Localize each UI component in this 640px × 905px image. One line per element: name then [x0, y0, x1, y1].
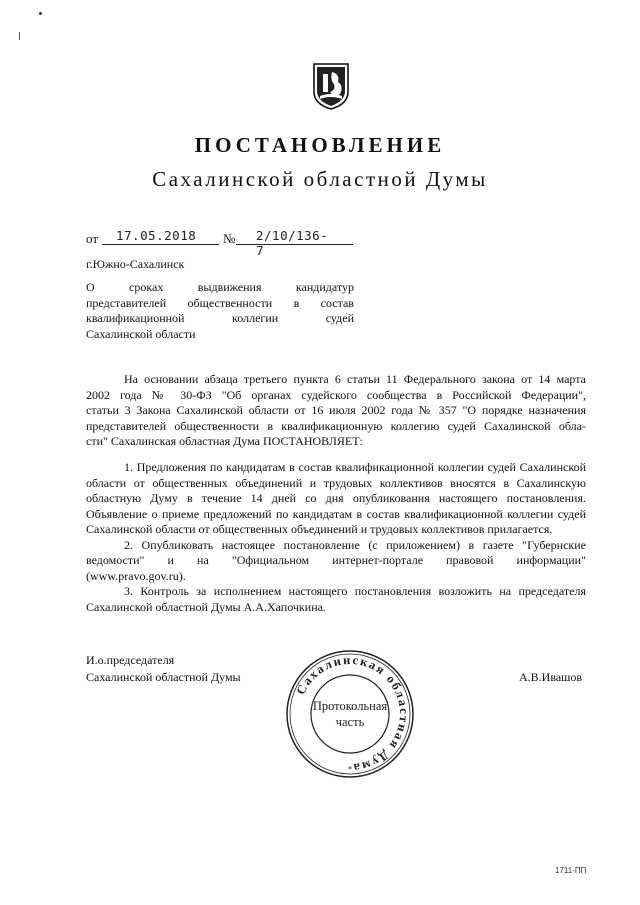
word: представителей [86, 295, 167, 310]
preamble-line: На основании абзаца третьего пункта 6 статьи 11 Федерального закона от 14 марта [124, 372, 586, 386]
coat-of-arms-emblem [312, 62, 350, 110]
word: общественности [187, 295, 273, 310]
decree-number: 2/10/136-7 [256, 228, 329, 258]
stamp-center-line1: Протокольная [312, 699, 388, 713]
word: ведомости" [86, 553, 145, 567]
official-stamp [284, 648, 416, 780]
preamble [86, 372, 586, 450]
number-underline [236, 244, 353, 245]
subject-line [86, 280, 354, 296]
signer-position-line: Сахалинской областной Думы [86, 670, 241, 684]
subject-line [86, 311, 354, 327]
clause-1: 1. Предложения по кандидатам в состав квалификационной коллегии судей Сахалинской области от общественных объединений и трудовых коллективов вносятся в Сахалинскую областную Думу в течение 14 дней со дня опубликования настоящего постановления. Объявление о приеме предложений по кандидатам в состав квалификационной коллегии судей Сахалинской области от общественных объединений и трудовых коллективов прилагается. [86, 460, 586, 536]
signer-position [86, 652, 241, 686]
word: квалификационной [86, 311, 185, 325]
word: интернет-портале [332, 553, 424, 567]
word: О [86, 280, 95, 294]
signer-position-line: И.о.председателя [86, 653, 175, 667]
stamp-star-icon: * [348, 765, 352, 774]
word: сроках [129, 280, 164, 294]
decree-subject [86, 280, 354, 342]
clause-2-line: 2. Опубликовать настоящее постановление (с приложением) в газете "Губернские [124, 537, 586, 552]
preamble-line: представителей общественности в квалификационную коллегию судей Сахалинской обла- [86, 418, 586, 433]
from-label: от [86, 231, 99, 246]
subject-line: Сахалинской области [86, 326, 196, 341]
word: выдвижения [197, 280, 262, 294]
preamble-line: сти" Сахалинская областная Дума ПОСТАНОВЛЯЕТ: [86, 434, 363, 448]
word: правовой [446, 553, 494, 567]
word: и [167, 553, 174, 567]
clause-2-line: (www.pravo.gov.ru). [86, 568, 186, 583]
footer-code: 1711-ПП [555, 866, 587, 875]
clause-3: 3. Контроль за исполнением настоящего постановления возложить на председателя Сахалинской областной Думы А.А.Хапочкина. [86, 584, 586, 614]
city: г.Южно-Сахалинск [86, 257, 185, 271]
word: "Официальном [231, 553, 310, 567]
decree-date: 17.05.2018 [116, 228, 197, 243]
clauses [86, 460, 586, 615]
document-subtitle: Сахалинской областной Думы [152, 167, 488, 191]
number-label: № [223, 231, 236, 246]
stamp-center-line2: часть [335, 715, 365, 729]
word: в [293, 295, 300, 310]
preamble-line: 2002 года № 30-ФЗ "Об органах судейского сообщества в Российской Федерации", [86, 387, 586, 402]
scan-mark [19, 32, 22, 40]
document-title: ПОСТАНОВЛЕНИЕ [194, 133, 446, 157]
stamp-ring-text: Сахалинская областная Дума [293, 652, 412, 776]
clause-2 [86, 538, 586, 585]
preamble-line: статьи 3 Закона Сахалинской области от 16 июля 2002 года № 357 "О порядке назначения [86, 403, 586, 417]
signer-name: А.В.Ивашов [519, 670, 583, 684]
word: коллегии [232, 311, 279, 325]
scan-dot [39, 12, 42, 15]
clause-2-line [86, 553, 586, 569]
subject-line [86, 296, 354, 312]
word: судей [325, 311, 354, 325]
word: состав [320, 295, 354, 310]
word: на [197, 553, 209, 567]
word: кандидатур [295, 280, 354, 294]
date-underline [102, 244, 219, 245]
word: информации" [516, 553, 586, 567]
